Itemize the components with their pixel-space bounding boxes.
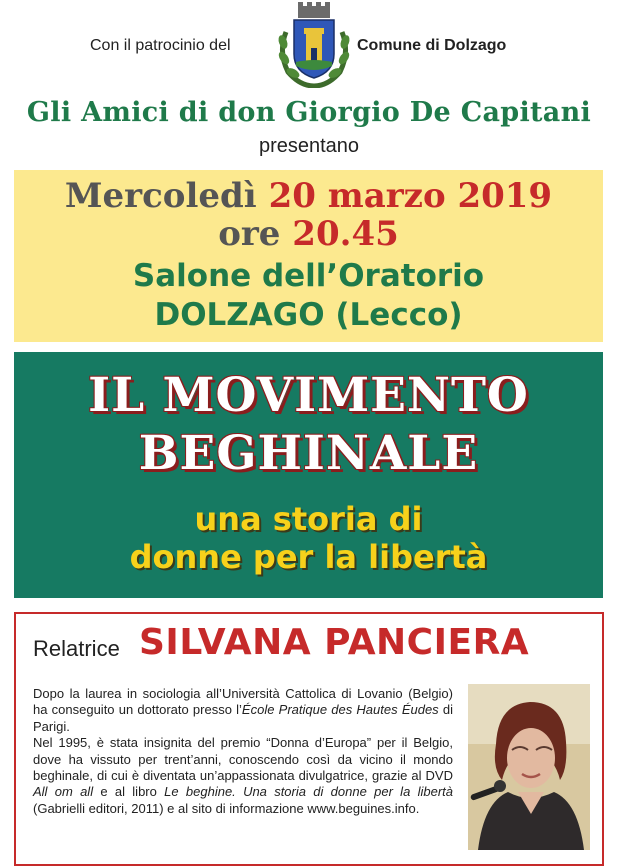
bio-dvd-title: All om all [33,784,94,800]
event-location: DOLZAGO (Lecco) [154,297,463,333]
bio-paragraph [33,735,453,817]
event-time-label: ore [218,214,281,254]
event-time: 20.45 [292,214,399,254]
presents-text: presentano [258,135,360,157]
event-venue: Salone dell’Oratorio [132,258,485,294]
speaker-box [14,612,604,866]
bio-text: Dopo la laurea in sociologia all’Università Cattolica di Lovanio (Belgio) ha conseguito un dottorato presso l’ [33,686,453,718]
municipality-name: Comune di Dolzago [357,37,507,54]
talk-subtitle-line1: una storia di [194,500,423,538]
talk-title-panel [14,352,603,598]
event-date-line [14,176,603,216]
event-time-line [14,214,603,254]
event-date-panel [14,170,603,342]
bio-text: Nel 1995, è stata insignita del premio “Donna d’Europa” per il Belgio, dove ha vissuto per trent’anni, conoscendo così da vicino il mondo beghinale, di cui è diventata un’appassionata divulgatrice, grazie al DVD [33,735,453,784]
municipal-crest-icon [274,2,354,88]
talk-title-line2: BEGHINALE [138,426,479,481]
talk-title-line1: IL MOVIMENTO [88,368,529,423]
event-date: 20 marzo 2019 [268,176,553,216]
organizer-name: Gli Amici di don Giorgio De Capitani [26,97,592,128]
bio-text: di Parigi. [33,702,454,734]
speaker-role: Relatrice [33,636,120,661]
bio-school-name: École Pratique des Hautes Éudes [241,702,439,718]
bio-book-title: Le beghine. Una storia di donne per la libertà [164,784,453,800]
speaker-name: SILVANA PANCIERA [139,622,530,663]
bio-text: e al libro [93,784,165,800]
bio-text: (Gabrielli editori, 2011) e al sito di informazione www.beguines.info. [33,800,420,816]
event-weekday: Mercoledì [64,176,257,216]
patronage-header [0,0,618,92]
talk-subtitle-line2: donne per la libertà [129,538,488,576]
speaker-bio [33,686,453,817]
speaker-photo [468,684,590,850]
patronage-text: Con il patrocinio del [90,37,231,54]
bio-paragraph [33,686,453,735]
